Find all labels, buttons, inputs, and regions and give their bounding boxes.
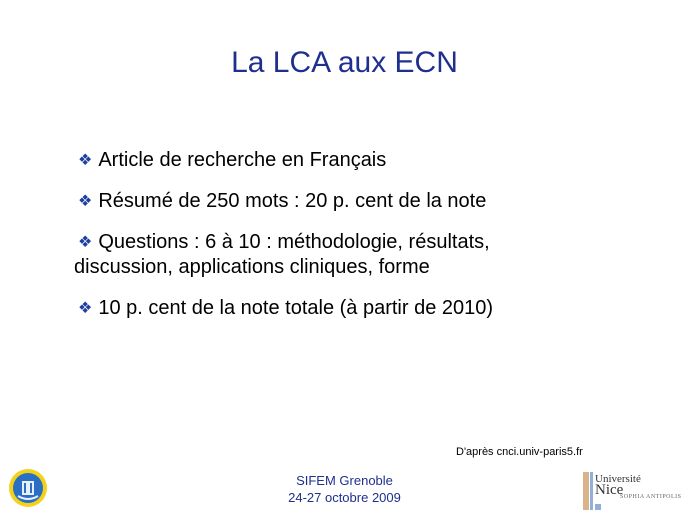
bullet-item: ❖ Résumé de 250 mots : 20 p. cent de la note xyxy=(78,190,487,212)
university-campus: SOPHIA ANTIPOLIS xyxy=(620,494,682,500)
bullet-item: ❖ Article de recherche en Français xyxy=(78,149,387,171)
footer-dates: 24-27 octobre 2009 xyxy=(288,490,401,505)
diamond-star-icon: ❖ xyxy=(78,234,93,251)
university-name: Université Nice xyxy=(595,473,641,498)
bullet-item: ❖ 10 p. cent de la note totale (à partir de 2010) xyxy=(78,297,494,319)
diamond-star-icon: ❖ xyxy=(78,193,93,210)
source-note: D'après cnci.univ-paris5.fr xyxy=(456,446,583,458)
slide-title: La LCA aux ECN xyxy=(231,46,458,79)
faculty-seal-logo xyxy=(8,468,48,508)
diamond-star-icon: ❖ xyxy=(78,300,93,317)
bullet-item: ❖ Questions : 6 à 10 : méthodologie, résultats, discussion, applications cliniques, forme xyxy=(74,231,490,278)
bullet-list xyxy=(74,148,678,337)
footer-event: SIFEM Grenoble xyxy=(296,473,393,488)
diamond-star-icon: ❖ xyxy=(78,152,93,169)
